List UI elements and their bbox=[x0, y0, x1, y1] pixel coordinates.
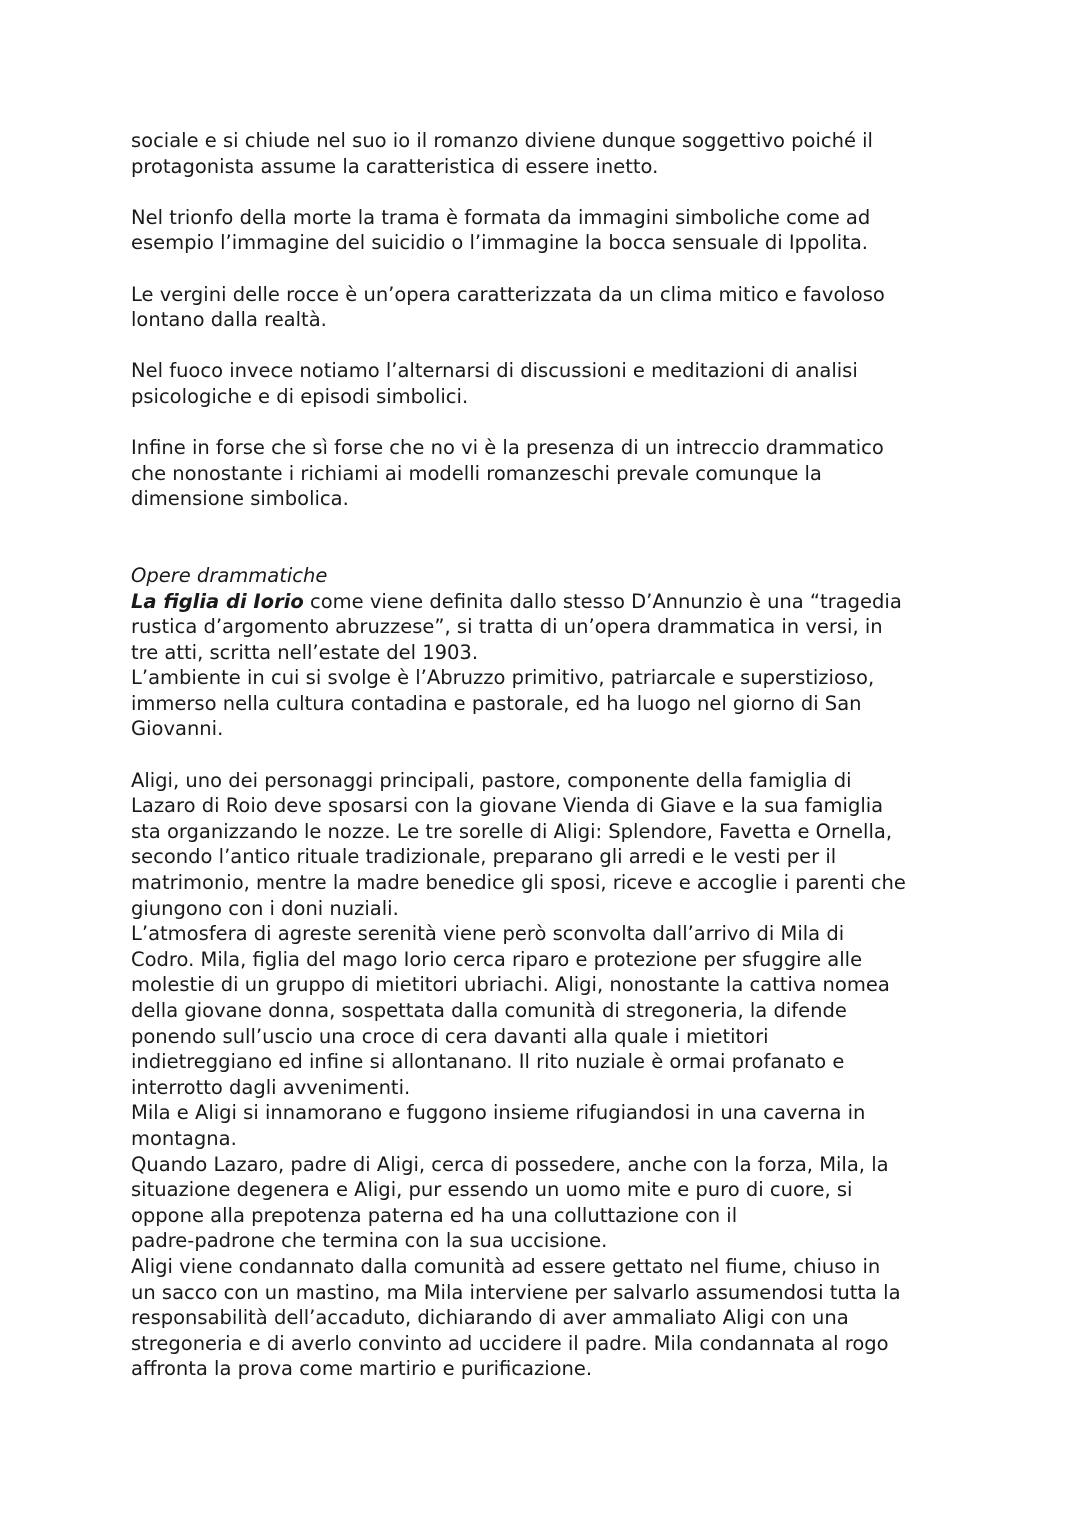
paragraph-vergini-delle-rocce: Le vergini delle rocce è un’opera caratterizzata da un clima mitico e favoloso lontano dalla realtà. bbox=[131, 282, 885, 332]
document-page bbox=[131, 128, 961, 1382]
paragraph-figlia-di-iorio bbox=[131, 589, 961, 743]
paragraph-trionfo-della-morte: Nel trionfo della morte la trama è formata da immagini simboliche come ad esempio l’immagine del suicidio o l’immagine la bocca sensuale di Ippolita. bbox=[131, 205, 871, 255]
paragraph-gap bbox=[131, 256, 961, 282]
paragraph-forse-che-si: Infine in forse che sì forse che no vi è la presenza di un intreccio drammatico che nonostante i richiami ai modelli romanzeschi prevale comunque la dimensione simbolica. bbox=[131, 436, 884, 511]
paragraph-romanzo-soggettivo: sociale e si chiude nel suo io il romanzo diviene dunque soggettivo poiché il protagonista assume la caratteristica di essere inetto. bbox=[131, 129, 873, 178]
paragraph-figlia-di-iorio-text: come viene definita dallo stesso D’Annunzio è una “tragedia rustica d’argomento abruzzese”, si tratta di un’opera drammatica in versi, in tre atti, scritta nell’estate del 1903. L’ambiente in cui si svolge è l’Abruzzo primitivo, patriarcale e superstizioso, immerso nella cultura contadina e pastorale, ed ha luogo nel giorno di San Giovanni. bbox=[131, 589, 902, 741]
paragraph-trama: Aligi, uno dei personaggi principali, pastore, componente della famiglia di Lazaro di Roio deve sposarsi con la giovane Vienda di Giave e la sua famiglia sta organizzando le nozze. Le tre sorelle di Aligi: Splendore, Favetta e Ornella, secondo l’antico rituale tradizionale, preparano gli arredi e le vesti per il matrimonio, mentre la madre benedice gli sposi, riceve e accoglie i parenti che giungono con i doni nuziali. L’atmosfera di agreste serenità viene però sconvolta dall’arrivo di Mila di Codro. Mila, figlia del mago Iorio cerca riparo e protezione per sfuggire alle molestie di un gruppo di mietitori ubriachi. Aligi, nonostante la cattiva nomea della giovane donna, sospettata dalla comunità di stregoneria, la difende ponendo sull’uscio una croce di cera davanti alla quale i mietitori indietreggiano ed infine si allontanano. Il rito nuziale è ormai profanato e interrotto dagli avvenimenti. Mila e Aligi si innamorano e fuggono insieme rifugiandosi in una caverna in montagna. Quando Lazaro, padre di Aligi, cerca di possedere, anche con la forza, Mila, la situazione degenera e Aligi, pur essendo un uomo mite e puro di cuore, si oppone alla prepotenza paterna ed ha una colluttazione con il padre-padrone che termina con la sua uccisione. Aligi viene condannato dalla comunità ad essere gettato nel fiume, chiuso in un sacco con un mastino, ma Mila interviene per salvarlo assumendosi tutta la responsabilità dell’accaduto, dichiarando di aver ammaliato Aligi con una stregoneria e di averlo convinto ad uccidere il padre. Mila condannata al rogo affronta la prova come martirio e purificazione. bbox=[131, 768, 906, 1381]
paragraph-gap bbox=[131, 179, 961, 205]
paragraph-gap bbox=[131, 333, 961, 359]
paragraph-gap bbox=[131, 410, 961, 436]
section-gap bbox=[131, 512, 961, 563]
work-title: La figlia di Iorio bbox=[131, 589, 304, 613]
paragraph-gap bbox=[131, 742, 961, 768]
paragraph-nel-fuoco: Nel fuoco invece notiamo l’alternarsi di discussioni e meditazioni di analisi psicologiche e di episodi simbolici. bbox=[131, 359, 858, 408]
section-heading: Opere drammatiche bbox=[131, 563, 328, 587]
